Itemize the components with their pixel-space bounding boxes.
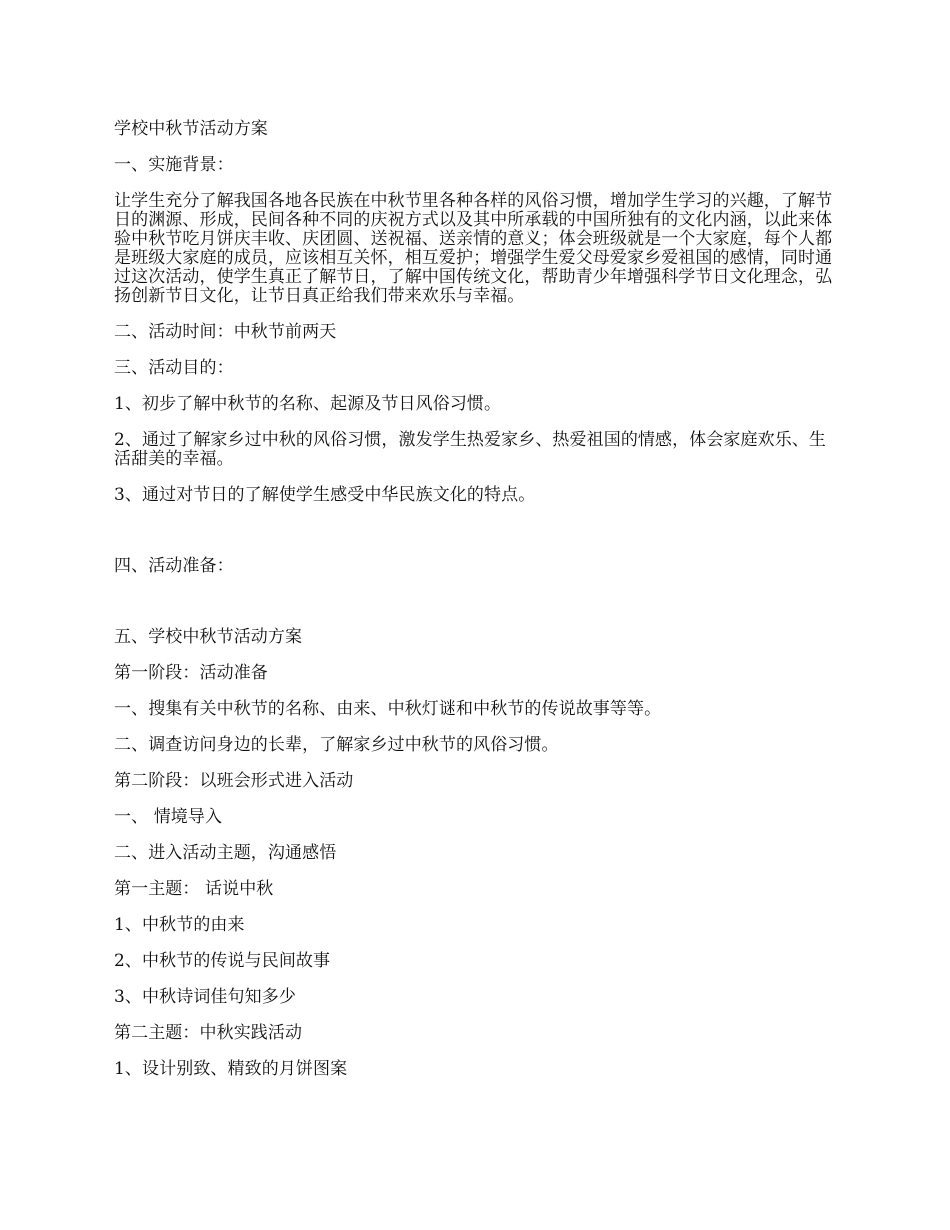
goal-item: 1、初步了解中秋节的名称、起源及节日风俗习惯。 <box>114 394 502 414</box>
stage-item: 一、搜集有关中秋节的名称、由来、中秋灯谜和中秋节的传说故事等等。 <box>114 699 662 719</box>
theme-item: 1、中秋节的由来 <box>114 915 245 935</box>
section-heading-background: 一、实施背景： <box>114 155 234 175</box>
stage-item: 二、进入活动主题，沟通感悟 <box>114 843 337 863</box>
stage-item: 二、调查访问身边的长辈，了解家乡过中秋节的风俗习惯。 <box>114 735 559 755</box>
section-heading-goals: 三、活动目的： <box>114 358 234 378</box>
background-paragraph: 让学生充分了解我国各地各民族在中秋节里各种各样的风俗习惯，增加学生学习的兴趣，了解节日的渊源、形成，民间各种不同的庆祝方式以及其中所承载的中国所独有的文化内涵，以此来体验中秋节吃月饼庆丰收、庆团圆、送祝福、送亲情的意义；体会班级就是一个大家庭，每个人都是班级大家庭的成员，应该相互关怀，相互爱护；增强学生爱父母爱家乡爱祖国的感情，同时通过这次活动，使学生真正了解节日，了解中国传统文化，帮助青少年增强科学节日文化理念，弘扬创新节日文化，让节日真正给我们带来欢乐与幸福。 <box>114 191 833 306</box>
document-page <box>114 120 836 1096</box>
section-heading-plan: 五、学校中秋节活动方案 <box>114 627 303 647</box>
theme-heading: 第一主题： 话说中秋 <box>114 879 274 899</box>
stage-heading: 第二阶段：以班会形式进入活动 <box>114 771 354 791</box>
stage-item: 一、 情境导入 <box>114 807 223 827</box>
theme-item: 1、设计别致、精致的月饼图案 <box>114 1059 348 1079</box>
theme-item: 3、中秋诗词佳句知多少 <box>114 987 296 1007</box>
theme-item: 2、中秋节的传说与民间故事 <box>114 951 331 971</box>
goal-item: 2、通过了解家乡过中秋的风俗习惯，激发学生热爱家乡、热爱祖国的情感，体会家庭欢乐、生活甜美的幸福。 <box>114 430 827 469</box>
section-heading-time: 二、活动时间：中秋节前两天 <box>114 322 337 342</box>
stage-heading: 第一阶段：活动准备 <box>114 663 268 683</box>
goal-item: 3、通过对节日的了解使学生感受中华民族文化的特点。 <box>114 485 536 505</box>
document-title: 学校中秋节活动方案 <box>114 119 268 139</box>
theme-heading: 第二主题：中秋实践活动 <box>114 1023 303 1043</box>
section-heading-preparation: 四、活动准备： <box>114 556 234 576</box>
